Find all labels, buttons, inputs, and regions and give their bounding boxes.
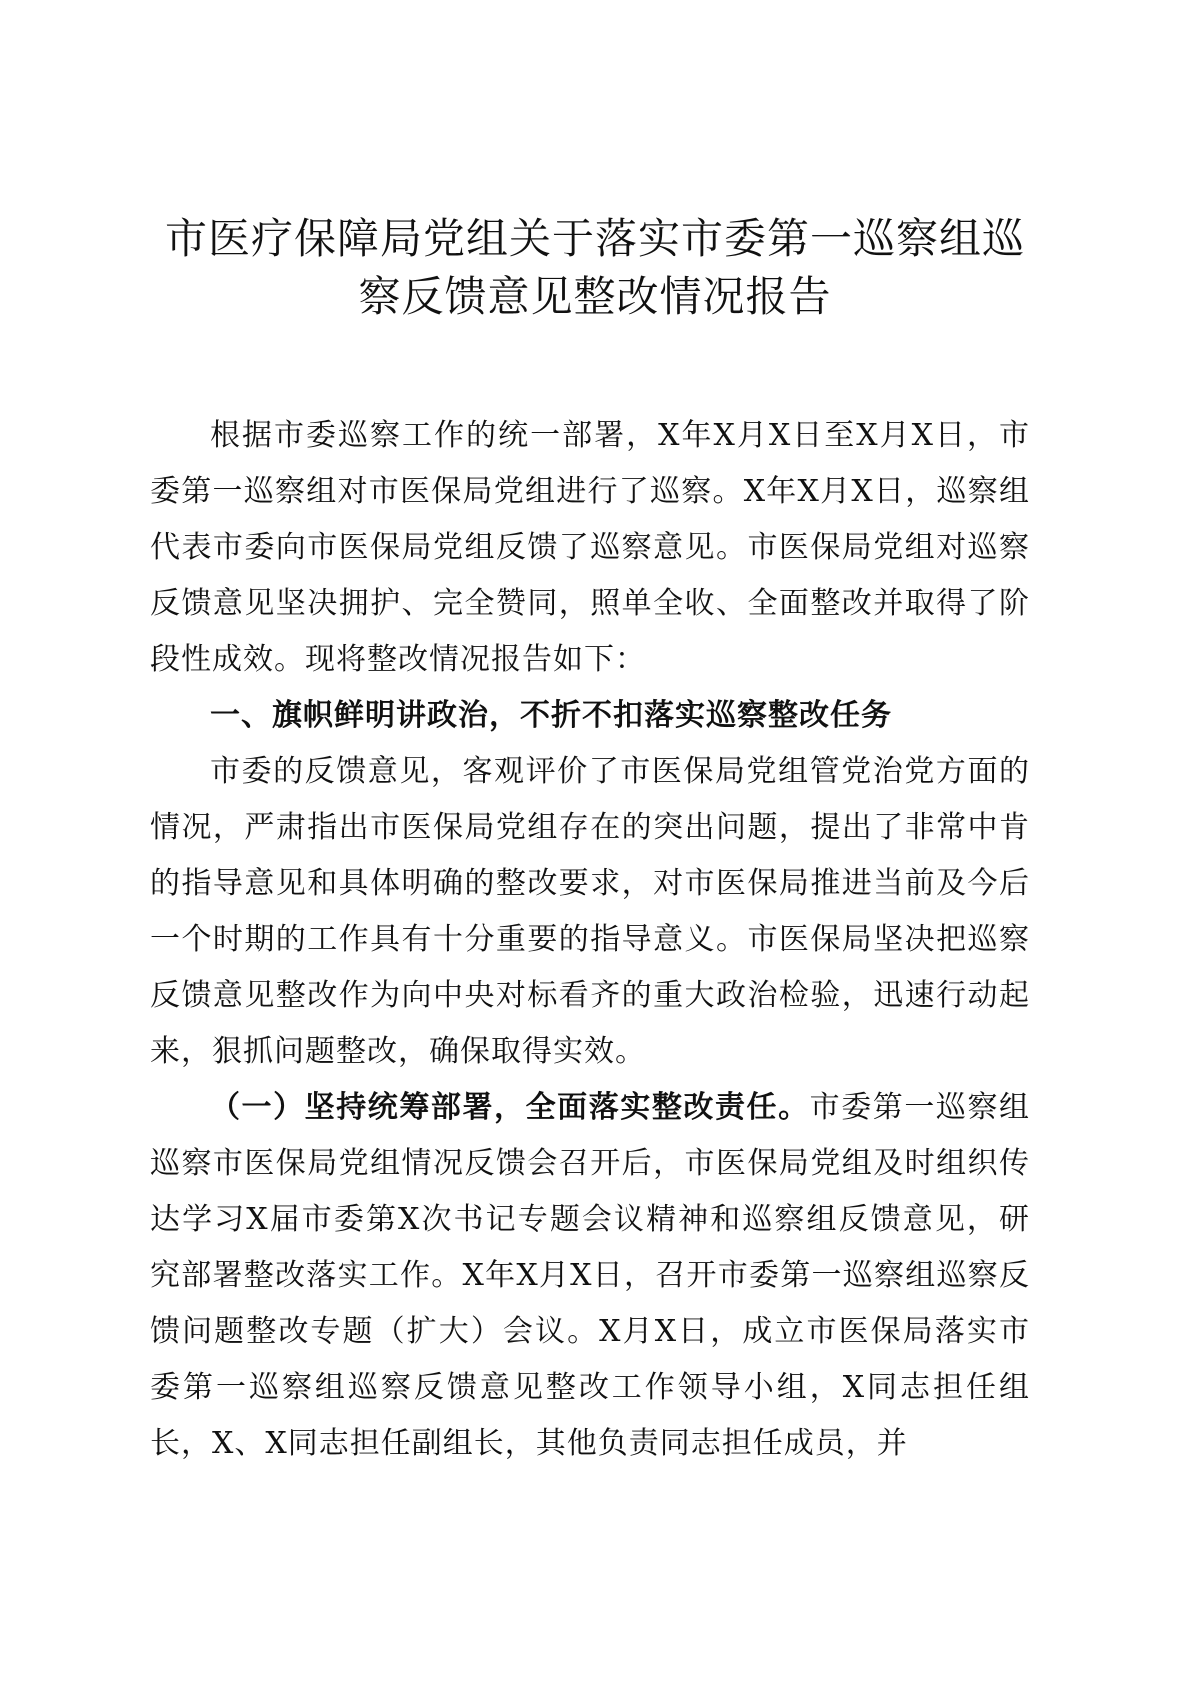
document-title [140, 210, 1050, 326]
intro-paragraph: 根据市委巡察工作的统一部署，X年X月X日至X月X日，市委第一巡察组对市医保局党组进行了巡察。X年X月X日，巡察组代表市委向市医保局党组反馈了巡察意见。市医保局党组对巡察反馈意见坚决拥护、完全赞同，照单全收、全面整改并取得了阶段性成效。现将整改情况报告如下： [150, 418, 1030, 677]
document-title-line-1: 市医疗保障局党组关于落实市委第一巡察组巡 [164, 214, 1025, 263]
section-1-heading: 一、旗帜鲜明讲政治，不折不扣落实巡察整改任务 [210, 698, 892, 733]
document-title-line-2: 察反馈意见整改情况报告 [358, 272, 832, 321]
subsection-1-paragraph [150, 1080, 1030, 1472]
subsection-1-lead: （一）坚持统筹部署，全面落实整改责任。 [210, 1090, 810, 1125]
section-1-paragraph: 市委的反馈意见，客观评价了市医保局党组管党治党方面的情况，严肃指出市医保局党组存在的突出问题，提出了非常中肯的指导意见和具体明确的整改要求，对市医保局推进当前及今后一个时期的工作具有十分重要的指导意义。市医保局坚决把巡察反馈意见整改作为向中央对标看齐的重大政治检验，迅速行动起来，狠抓问题整改，确保取得实效。 [150, 754, 1030, 1069]
document-body [150, 408, 1030, 1472]
subsection-1-text: 市委第一巡察组巡察市医保局党组情况反馈会召开后，市医保局党组及时组织传达学习X届市委第X次书记专题会议精神和巡察组反馈意见，研究部署整改落实工作。X年X月X日，召开市委第一巡察组巡察反馈问题整改专题（扩大）会议。X月X日，成立市医保局落实市委第一巡察组巡察反馈意见整改工作领导小组，X同志担任组长，X、X同志担任副组长，其他负责同志担任成员，并 [150, 1090, 1031, 1461]
